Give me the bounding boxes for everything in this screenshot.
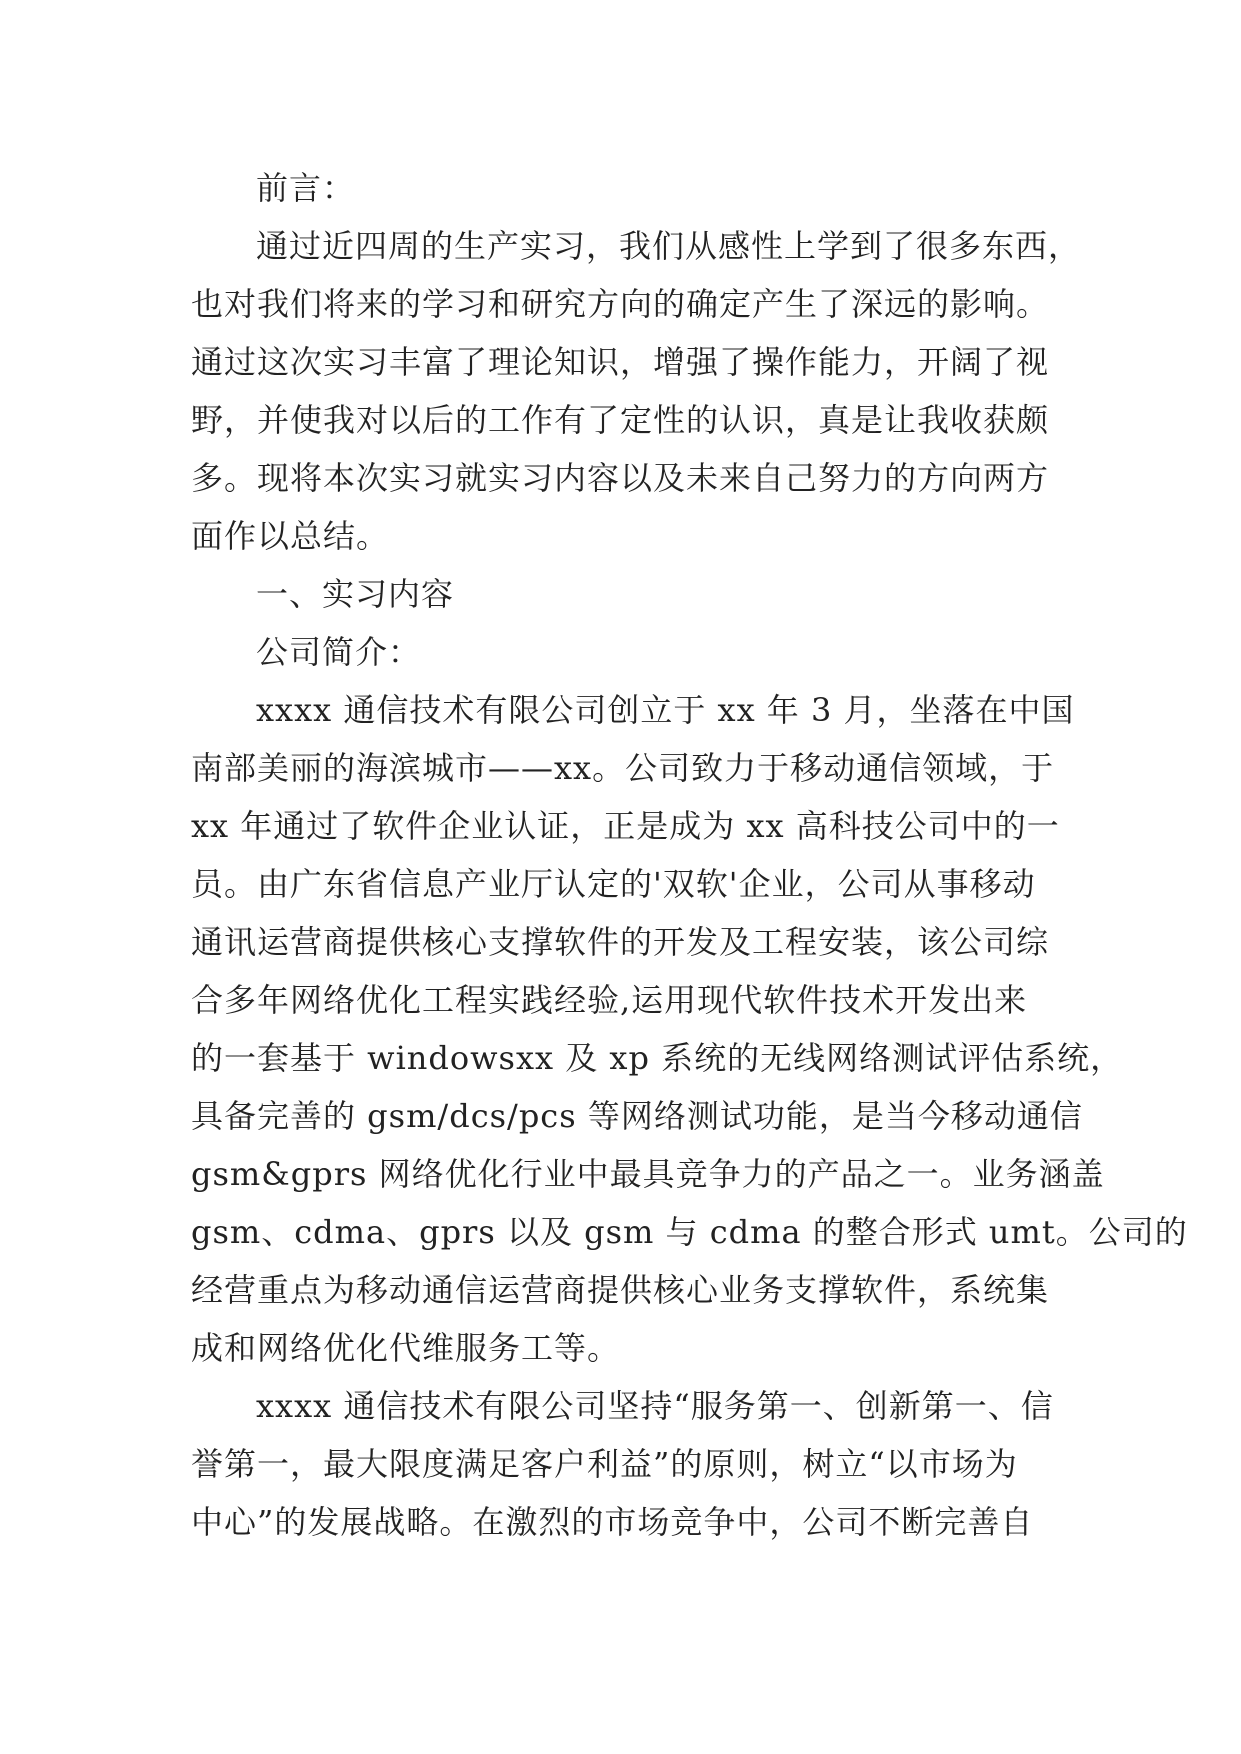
paragraph-line: 誉第一，最大限度满足客户利益”的原则，树立“以市场为 xyxy=(191,1445,1018,1483)
paragraph-line: xx 年通过了软件企业认证，正是成为 xx 高科技公司中的一 xyxy=(191,807,1060,845)
paragraph-line: 经营重点为移动通信运营商提供核心业务支撑软件，系统集 xyxy=(191,1271,1050,1309)
paragraph-line: 中心”的发展战略。在激烈的市场竞争中，公司不断完善自 xyxy=(191,1503,1034,1541)
paragraph-line: 员。由广东省信息产业厅认定的'双软'企业，公司从事移动 xyxy=(191,865,1036,903)
paragraph-line: 南部美丽的海滨城市——xx。公司致力于移动通信领域，于 xyxy=(191,749,1055,787)
paragraph-line: gsm、cdma、gprs 以及 gsm 与 cdma 的整合形式 umt。公司的 xyxy=(191,1213,1188,1251)
paragraph-line: 野，并使我对以后的工作有了定性的认识，真是让我收获颇 xyxy=(191,401,1050,439)
paragraph-line: 成和网络优化代维服务工等。 xyxy=(191,1329,621,1367)
paragraph-line: 面作以总结。 xyxy=(191,517,390,555)
paragraph-line: 也对我们将来的学习和研究方向的确定产生了深远的影响。 xyxy=(191,285,1050,323)
paragraph-line: 多。现将本次实习就实习内容以及未来自己努力的方向两方 xyxy=(191,459,1050,497)
paragraph-line: 通讯运营商提供核心支撑软件的开发及工程安装，该公司综 xyxy=(191,923,1050,961)
preface-heading: 前言： xyxy=(256,169,356,207)
paragraph-line: 具备完善的 gsm/dcs/pcs 等网络测试功能，是当今移动通信 xyxy=(191,1097,1083,1135)
paragraph-line: xxxx 通信技术有限公司创立于 xx 年 3 月，坐落在中国 xyxy=(256,691,1075,729)
subsection-heading: 公司简介： xyxy=(256,633,422,671)
paragraph-line: xxxx 通信技术有限公司坚持“服务第一、创新第一、信 xyxy=(256,1387,1054,1425)
paragraph-line: 合多年网络优化工程实践经验,运用现代软件技术开发出来 xyxy=(191,981,1028,1019)
paragraph-line: 的一套基于 windowsxx 及 xp 系统的无线网络测试评估系统， xyxy=(191,1039,1124,1077)
paragraph-line: 通过这次实习丰富了理论知识，增强了操作能力，开阔了视 xyxy=(191,343,1050,381)
section-heading: 一、实习内容 xyxy=(256,575,455,613)
paragraph-line: 通过近四周的生产实习，我们从感性上学到了很多东西， xyxy=(256,227,1082,265)
paragraph-line: gsm&gprs 网络优化行业中最具竞争力的产品之一。业务涵盖 xyxy=(191,1155,1105,1193)
